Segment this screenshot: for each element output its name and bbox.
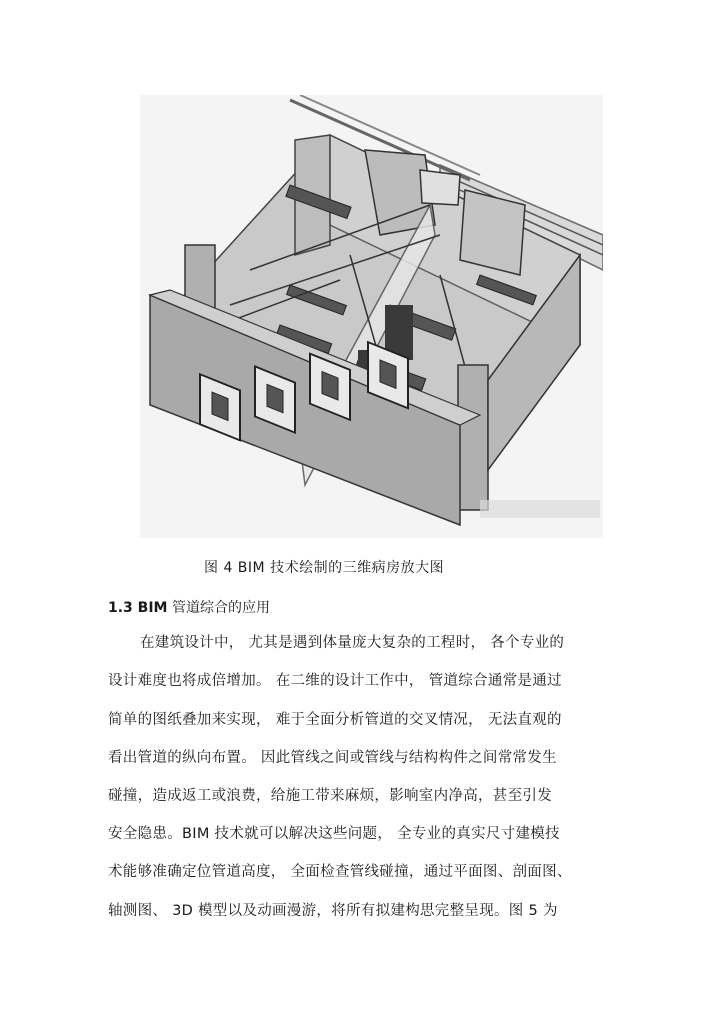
paragraph-line: 碰撞，造成返工或浪费，给施工带来麻烦，影响室内净高，甚至引发 (108, 788, 552, 804)
paragraph-line: 轴测图、 3D 模型以及动画漫游，将所有拟建构思完整呈现。图 5 为 (108, 903, 558, 919)
figure-caption: 图 4 BIM 技术绘制的三维病房放大图 (204, 560, 445, 576)
section-title: 管道综合的应用 (171, 600, 270, 616)
paragraph-line: 在建筑设计中， 尤其是遇到体量庞大复杂的工程时， 各个专业的 (140, 635, 565, 651)
paragraph-line: 术能够准确定位管道高度， 全面检查管线碰撞，通过平面图、剖面图、 (108, 864, 572, 880)
bim-ward-3d-model-image (140, 95, 603, 538)
paragraph-line: 看出管道的纵向布置。 因此管线之间或管线与结构构件之间常常发生 (108, 750, 557, 766)
paragraph-line: 简单的图纸叠加来实现， 难于全面分析管道的交叉情况， 无法直观的 (108, 712, 562, 728)
paragraph-line: 设计难度也将成倍增加。 在二维的设计工作中， 管道综合通常是通过 (108, 673, 562, 689)
section-number: 1.3 BIM (108, 600, 168, 616)
section-heading (108, 597, 270, 617)
paragraph-line: 安全隐患。BIM 技术就可以解决这些问题， 全专业的真实尺寸建模技 (108, 826, 560, 842)
